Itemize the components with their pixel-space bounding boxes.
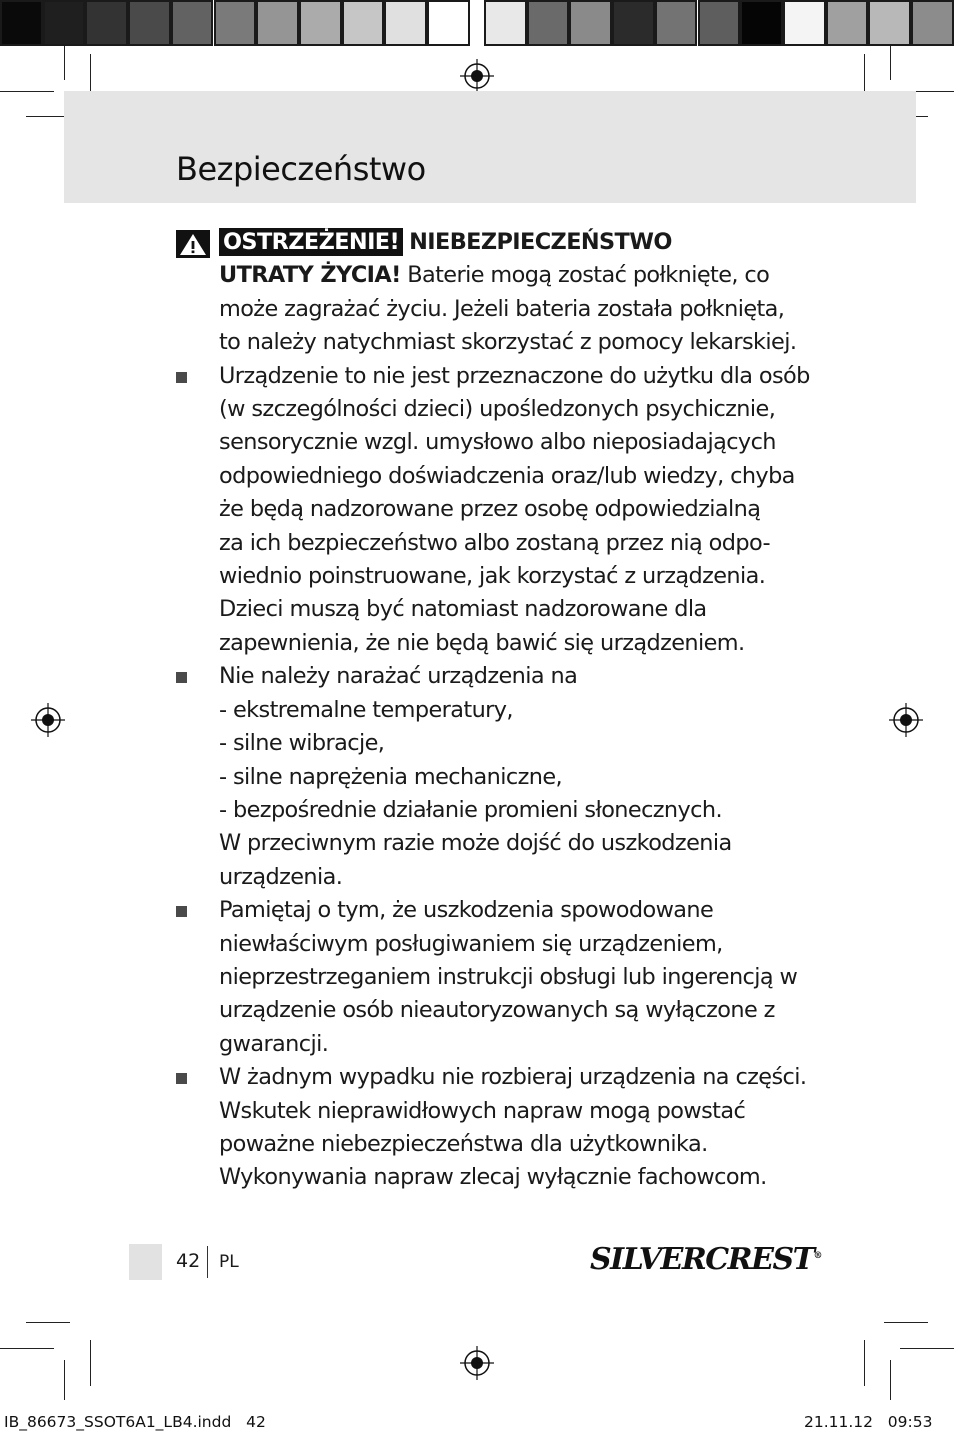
item-line: W żadnym wypadku nie rozbieraj urządzenia na części. — [219, 1064, 807, 1091]
color-swatch — [911, 0, 954, 46]
color-swatch — [256, 0, 299, 46]
color-swatch — [783, 0, 826, 46]
color-swatch — [171, 0, 214, 46]
language-code: PL — [219, 1252, 239, 1272]
list-item — [176, 1061, 807, 1195]
warning-triangle-icon — [176, 230, 210, 258]
item-line: (w szczególności dzieci) upośledzonych psychicznie, — [219, 396, 776, 423]
print-datetime: 21.11.12 09:53 — [804, 1413, 933, 1431]
color-swatch — [527, 0, 570, 46]
item-line: zapewnienia, że nie będą bawić się urządzeniem. — [219, 629, 745, 656]
color-swatch — [0, 0, 43, 46]
brand-logo — [590, 1242, 822, 1277]
warning-line-3: może zagrażać życiu. Jeżeli bateria została połknięta, — [219, 295, 785, 322]
warning-block — [176, 226, 797, 360]
item-line: za ich bezpieczeństwo albo zostaną przez nią odpo- — [219, 529, 770, 556]
bullet-icon — [176, 372, 187, 383]
item-line: gwarancji. — [219, 1030, 329, 1057]
item-line: odpowiedniego doświadczenia oraz/lub wiedzy, chyba — [219, 462, 795, 489]
page-title: Bezpieczeństwo — [176, 150, 426, 188]
item-line: sensorycznie wzgl. umysłowo albo nieposiadających — [219, 429, 776, 456]
color-swatch — [299, 0, 342, 46]
color-calibration-bar — [0, 0, 954, 46]
item-line: nieprzestrzeganiem instrukcji obsługi lub ingerencją w — [219, 963, 798, 990]
list-item — [176, 894, 798, 1061]
warning-line-2 — [219, 259, 786, 292]
color-swatch — [655, 0, 698, 46]
item-line: urządzenie osób nieautoryzowanych są wyłączone z — [219, 997, 775, 1024]
brand-mark: ® — [813, 1251, 823, 1261]
color-swatch — [740, 0, 783, 46]
item-line: że będą nadzorowane przez osobę odpowiedzialną — [219, 496, 761, 523]
warning-heading-2: UTRATY ŻYCIA! — [219, 262, 401, 289]
color-swatch — [868, 0, 911, 46]
brand-name: SILVERCREST — [590, 1242, 814, 1277]
bullet-icon — [176, 906, 187, 917]
item-line: Urządzenie to nie jest przeznaczone do użytku dla osób — [219, 362, 810, 389]
color-swatch — [826, 0, 869, 46]
color-swatch — [427, 0, 470, 46]
item-line: Dzieci muszą być natomiast nadzorowane dla — [219, 596, 707, 623]
registration-mark-icon — [889, 703, 923, 737]
color-swatch — [484, 0, 527, 46]
registration-mark-icon — [460, 1346, 494, 1380]
warning-line-1 — [219, 226, 786, 259]
color-swatch — [569, 0, 612, 46]
item-line: niewłaściwym posługiwaniem się urządzeniem, — [219, 930, 723, 957]
item-line: - silne wibracje, — [219, 730, 385, 757]
item-line: Nie należy narażać urządzenia na — [219, 663, 578, 690]
color-swatch — [342, 0, 385, 46]
color-swatch — [85, 0, 128, 46]
registration-mark-icon — [31, 703, 65, 737]
item-line: poważne niebezpieczeństwa dla użytkownika. — [219, 1130, 708, 1157]
bullet-icon — [176, 1073, 187, 1084]
page-number: 42 — [176, 1250, 201, 1272]
color-swatch — [128, 0, 171, 46]
color-swatch — [698, 0, 741, 46]
bullet-icon — [176, 672, 187, 683]
warning-label: OSTRZEŻENIE! — [219, 228, 403, 256]
color-swatch — [612, 0, 655, 46]
item-line: wiednio poinstruowane, jak korzystać z urządzenia. — [219, 563, 766, 590]
item-line: Pamiętaj o tym, że uszkodzenia spowodowane — [219, 897, 714, 924]
color-swatch — [384, 0, 427, 46]
item-line: - silne naprężenia mechaniczne, — [219, 763, 563, 790]
warning-text: Baterie mogą zostać połknięte, co — [400, 262, 770, 289]
item-line: Wskutek nieprawidłowych napraw mogą powstać — [219, 1097, 746, 1124]
list-item — [176, 360, 810, 661]
footer-divider — [207, 1246, 208, 1278]
warning-line-4: to należy natychmiast skorzystać z pomocy lekarskiej. — [219, 329, 797, 356]
list-item — [176, 660, 786, 894]
item-line: - bezpośrednie działanie promieni słonecznych. — [219, 796, 722, 823]
color-swatch — [214, 0, 257, 46]
print-file-info: IB_86673_SSOT6A1_LB4.indd 42 — [4, 1413, 266, 1431]
warning-heading: NIEBEZPIECZEŃSTWO — [409, 229, 672, 255]
item-line: urządzenia. — [219, 863, 343, 890]
color-swatch — [43, 0, 86, 46]
footer-marker — [129, 1244, 162, 1280]
item-line: Wykonywania napraw zlecaj wyłącznie fachowcom. — [219, 1164, 767, 1191]
safety-content — [176, 226, 810, 1195]
item-line: W przeciwnym razie może dojść do uszkodzenia — [219, 830, 732, 857]
registration-mark-icon — [460, 59, 494, 93]
item-line: - ekstremalne temperatury, — [219, 696, 513, 723]
